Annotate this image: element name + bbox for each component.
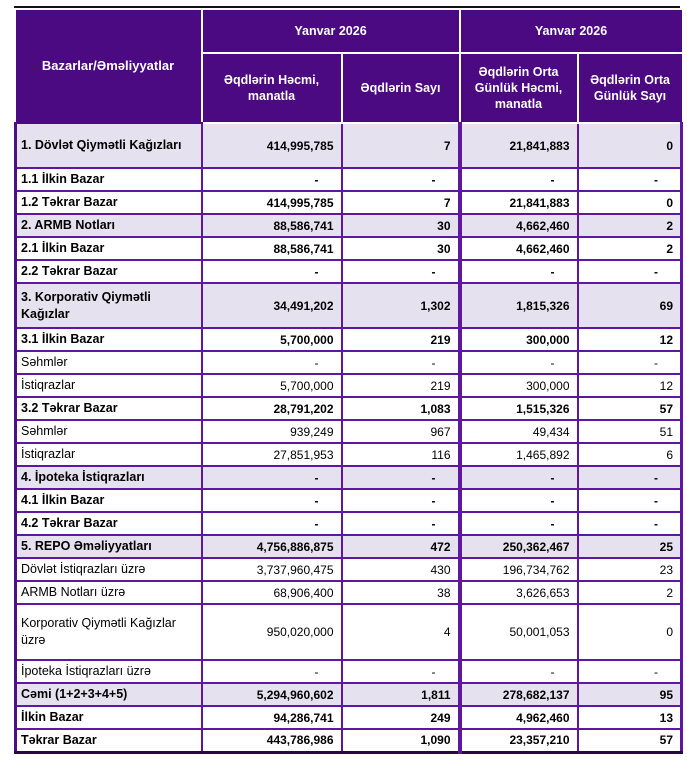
- cell-value: 7: [342, 191, 460, 214]
- cell-value: 5,700,000: [202, 374, 342, 397]
- cell-value: 414,995,785: [202, 191, 342, 214]
- row-label: 4.1 İlkin Bazar: [16, 489, 202, 512]
- cell-value: -: [202, 168, 342, 191]
- cell-value: -: [202, 351, 342, 374]
- cell-value: 0: [578, 604, 682, 660]
- cell-value: 3,626,653: [460, 581, 578, 604]
- period-header-row: [16, 10, 682, 53]
- row-label: 3.1 İlkin Bazar: [16, 328, 202, 351]
- cell-value: -: [578, 660, 682, 683]
- cell-value: -: [460, 168, 578, 191]
- cell-value: 30: [342, 237, 460, 260]
- cell-value: 4: [342, 604, 460, 660]
- cell-value: -: [460, 489, 578, 512]
- cell-value: 94,286,741: [202, 706, 342, 729]
- row-label: Korporativ Qiymətli Kağızlar üzrə: [16, 604, 202, 660]
- row-label: 4.2 Təkrar Bazar: [16, 512, 202, 535]
- row-label: 2. ARMB Notları: [16, 214, 202, 237]
- cell-value: -: [202, 466, 342, 489]
- table-top-border: [14, 6, 680, 8]
- cell-value: 38: [342, 581, 460, 604]
- table-row: [16, 191, 682, 214]
- table-row: [16, 466, 682, 489]
- cell-value: -: [202, 489, 342, 512]
- table-row: [16, 604, 682, 660]
- table-row: [16, 420, 682, 443]
- row-label: İlkin Bazar: [16, 706, 202, 729]
- cell-value: 950,020,000: [202, 604, 342, 660]
- cell-value: -: [578, 512, 682, 535]
- cell-value: 88,586,741: [202, 237, 342, 260]
- period-header-2: Yanvar 2026: [460, 10, 682, 53]
- row-label: 1.1 İlkin Bazar: [16, 168, 202, 191]
- cell-value: 1,083: [342, 397, 460, 420]
- cell-value: 249: [342, 706, 460, 729]
- column-header-avg-daily-count: Əqdlərin Orta Günlük Sayı: [578, 53, 682, 123]
- table-row: [16, 237, 682, 260]
- cell-value: -: [460, 660, 578, 683]
- cell-value: 2: [578, 237, 682, 260]
- cell-value: 5,700,000: [202, 328, 342, 351]
- cell-value: 1,302: [342, 283, 460, 328]
- table-row: [16, 706, 682, 729]
- cell-value: 27,851,953: [202, 443, 342, 466]
- cell-value: 0: [578, 123, 682, 168]
- table-row: [16, 535, 682, 558]
- cell-value: 300,000: [460, 374, 578, 397]
- cell-value: 2: [578, 581, 682, 604]
- cell-value: 49,434: [460, 420, 578, 443]
- cell-value: 116: [342, 443, 460, 466]
- cell-value: 2: [578, 214, 682, 237]
- cell-value: 57: [578, 397, 682, 420]
- table-row: [16, 260, 682, 283]
- cell-value: 3,737,960,475: [202, 558, 342, 581]
- table-row: [16, 214, 682, 237]
- cell-value: 88,586,741: [202, 214, 342, 237]
- cell-value: 68,906,400: [202, 581, 342, 604]
- cell-value: 12: [578, 374, 682, 397]
- cell-value: 219: [342, 328, 460, 351]
- table-row: [16, 374, 682, 397]
- row-label: 3.2 Təkrar Bazar: [16, 397, 202, 420]
- table-row: [16, 123, 682, 168]
- cell-value: 1,815,326: [460, 283, 578, 328]
- row-label: 5. REPO Əməliyyatları: [16, 535, 202, 558]
- table-row: [16, 351, 682, 374]
- cell-value: 7: [342, 123, 460, 168]
- cell-value: 1,515,326: [460, 397, 578, 420]
- cell-value: 13: [578, 706, 682, 729]
- cell-value: 4,756,886,875: [202, 535, 342, 558]
- table-row: [16, 397, 682, 420]
- cell-value: 4,662,460: [460, 214, 578, 237]
- column-header-count: Əqdlərin Sayı: [342, 53, 460, 123]
- cell-value: 443,786,986: [202, 729, 342, 752]
- cell-value: 95: [578, 683, 682, 706]
- cell-value: -: [578, 351, 682, 374]
- cell-value: -: [460, 512, 578, 535]
- report-container: [14, 6, 680, 754]
- cell-value: 6: [578, 443, 682, 466]
- cell-value: -: [460, 351, 578, 374]
- cell-value: 28,791,202: [202, 397, 342, 420]
- cell-value: 939,249: [202, 420, 342, 443]
- cell-value: 1,090: [342, 729, 460, 752]
- column-header-avg-daily-volume: Əqdlərin Orta Günlük Həcmi, manatla: [460, 53, 578, 123]
- cell-value: -: [578, 168, 682, 191]
- table-header: [16, 10, 682, 123]
- row-label: 3. Korporativ Qiymətli Kağızlar: [16, 283, 202, 328]
- cell-value: 0: [578, 191, 682, 214]
- cell-value: 219: [342, 374, 460, 397]
- table-row: [16, 660, 682, 683]
- cell-value: -: [202, 660, 342, 683]
- row-header-title: Bazarlar/Əməliyyatlar: [16, 10, 202, 123]
- cell-value: 414,995,785: [202, 123, 342, 168]
- table-row: [16, 683, 682, 706]
- cell-value: -: [578, 489, 682, 512]
- cell-value: 1,465,892: [460, 443, 578, 466]
- row-label: 1.2 Təkrar Bazar: [16, 191, 202, 214]
- row-label: İstiqrazlar: [16, 374, 202, 397]
- cell-value: 51: [578, 420, 682, 443]
- cell-value: 472: [342, 535, 460, 558]
- row-label: Dövlət İstiqrazları üzrə: [16, 558, 202, 581]
- row-label: 2.2 Təkrar Bazar: [16, 260, 202, 283]
- table-row: [16, 581, 682, 604]
- row-label: Səhmlər: [16, 351, 202, 374]
- cell-value: 69: [578, 283, 682, 328]
- cell-value: 300,000: [460, 328, 578, 351]
- cell-value: 50,001,053: [460, 604, 578, 660]
- cell-value: 278,682,137: [460, 683, 578, 706]
- cell-value: -: [202, 512, 342, 535]
- table-row: [16, 512, 682, 535]
- row-label: 4. İpoteka İstiqrazları: [16, 466, 202, 489]
- cell-value: -: [342, 660, 460, 683]
- cell-value: -: [578, 466, 682, 489]
- cell-value: -: [578, 260, 682, 283]
- table-row: [16, 489, 682, 512]
- market-operations-table: [14, 10, 683, 754]
- cell-value: 21,841,883: [460, 123, 578, 168]
- table-row: [16, 283, 682, 328]
- row-label: Səhmlər: [16, 420, 202, 443]
- cell-value: -: [460, 466, 578, 489]
- row-label: İpoteka İstiqrazları üzrə: [16, 660, 202, 683]
- page: [0, 6, 687, 774]
- cell-value: -: [202, 260, 342, 283]
- table-row: [16, 328, 682, 351]
- cell-value: 4,962,460: [460, 706, 578, 729]
- cell-value: 34,491,202: [202, 283, 342, 328]
- cell-value: 30: [342, 214, 460, 237]
- row-label: 2.1 İlkin Bazar: [16, 237, 202, 260]
- cell-value: 23,357,210: [460, 729, 578, 752]
- table-row: [16, 168, 682, 191]
- row-label: ARMB Notları üzrə: [16, 581, 202, 604]
- cell-value: -: [342, 168, 460, 191]
- cell-value: -: [342, 466, 460, 489]
- row-label: 1. Dövlət Qiymətli Kağızları: [16, 123, 202, 168]
- cell-value: 196,734,762: [460, 558, 578, 581]
- cell-value: 250,362,467: [460, 535, 578, 558]
- table-body: [16, 123, 682, 752]
- cell-value: 967: [342, 420, 460, 443]
- cell-value: 4,662,460: [460, 237, 578, 260]
- cell-value: 21,841,883: [460, 191, 578, 214]
- cell-value: -: [460, 260, 578, 283]
- table-row: [16, 443, 682, 466]
- cell-value: 12: [578, 328, 682, 351]
- cell-value: 25: [578, 535, 682, 558]
- table-row: [16, 558, 682, 581]
- cell-value: -: [342, 489, 460, 512]
- column-header-volume: Əqdlərin Həcmi, manatla: [202, 53, 342, 123]
- row-label: İstiqrazlar: [16, 443, 202, 466]
- table-row: [16, 729, 682, 752]
- cell-value: 23: [578, 558, 682, 581]
- cell-value: 1,811: [342, 683, 460, 706]
- cell-value: -: [342, 351, 460, 374]
- cell-value: 57: [578, 729, 682, 752]
- row-label: Təkrar Bazar: [16, 729, 202, 752]
- period-header-1: Yanvar 2026: [202, 10, 460, 53]
- cell-value: 430: [342, 558, 460, 581]
- cell-value: 5,294,960,602: [202, 683, 342, 706]
- cell-value: -: [342, 260, 460, 283]
- row-label: Cəmi (1+2+3+4+5): [16, 683, 202, 706]
- cell-value: -: [342, 512, 460, 535]
